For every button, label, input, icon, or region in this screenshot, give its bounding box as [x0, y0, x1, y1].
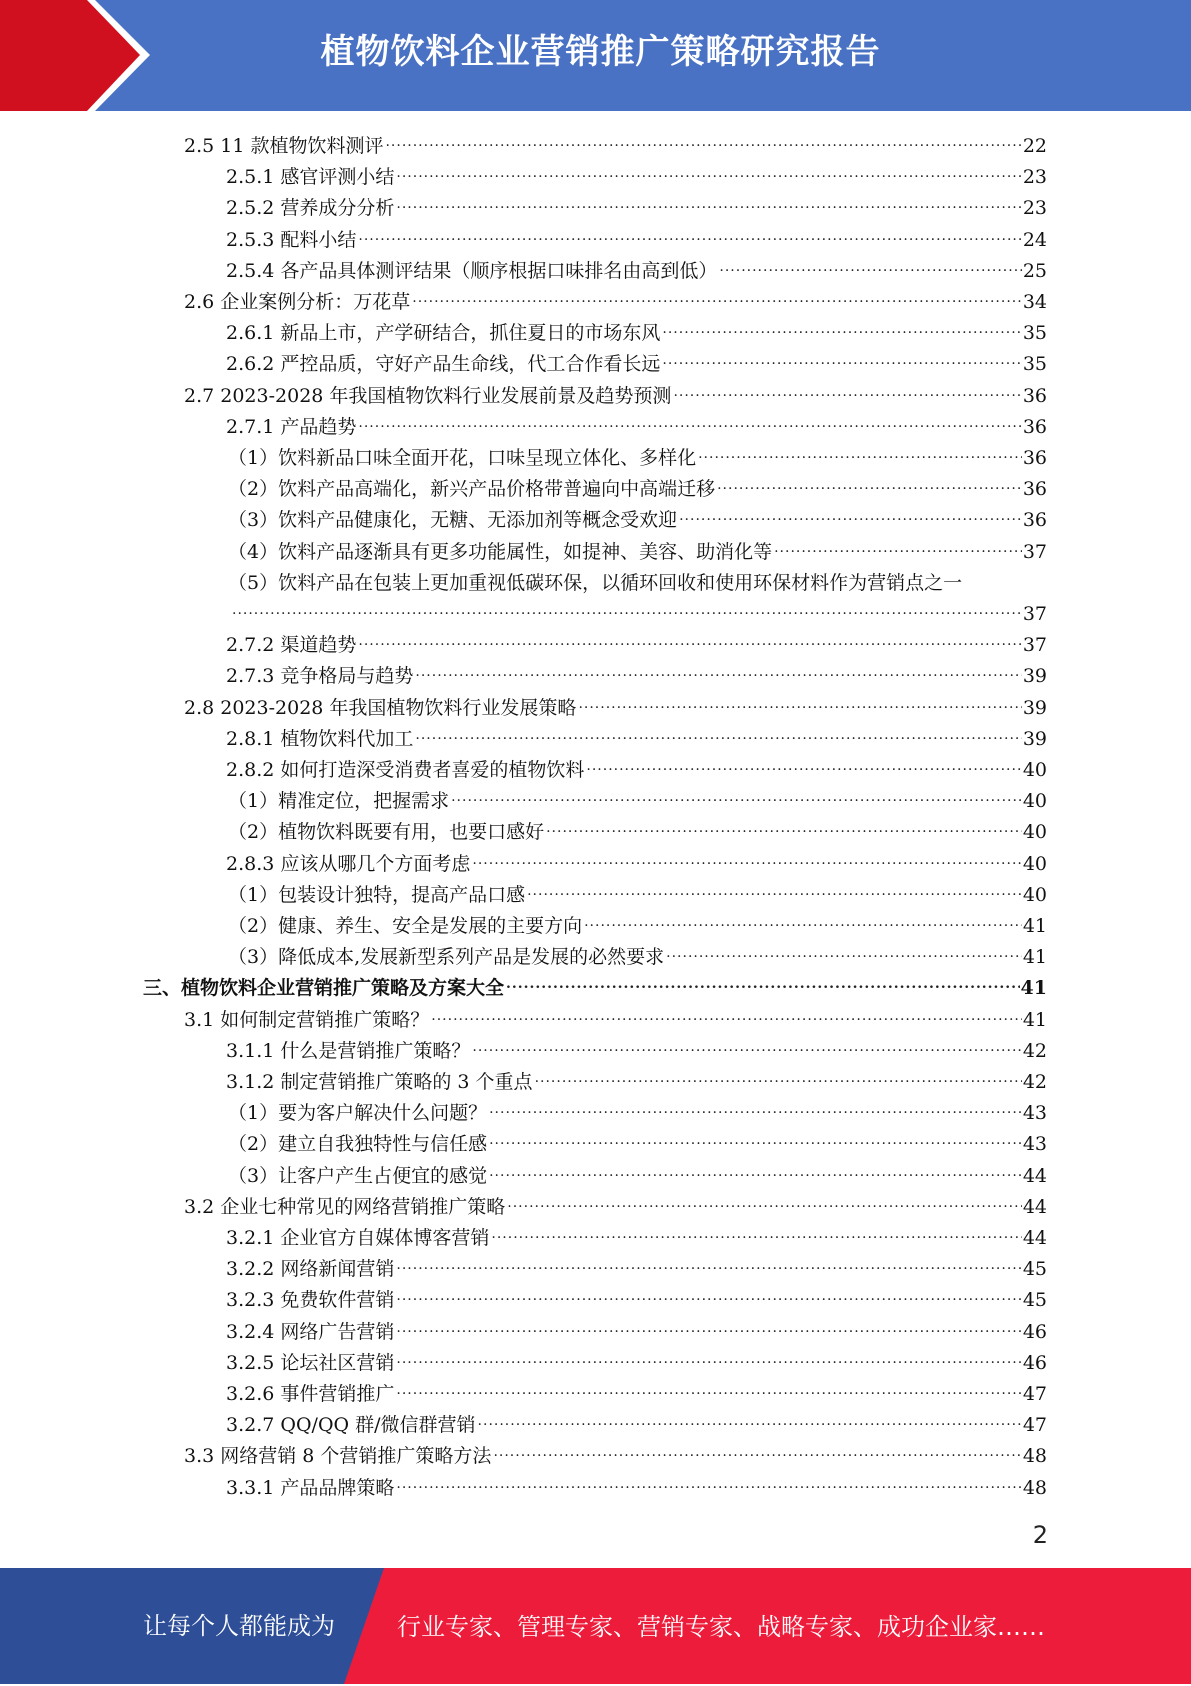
report-title: 植物饮料企业营销推广策略研究报告	[320, 32, 881, 72]
toc-entry-title: 三、植物饮料企业营销推广策略及方案大全	[143, 977, 505, 1000]
toc-entry-page: 40	[1022, 821, 1047, 844]
toc-dot-leader	[546, 816, 1022, 840]
toc-entry[interactable]	[226, 221, 1047, 252]
toc-entry[interactable]	[226, 1344, 1047, 1375]
toc-entry[interactable]	[226, 1313, 1047, 1344]
toc-entry-page: 37	[1022, 634, 1047, 657]
toc-entry-page: 24	[1022, 228, 1047, 251]
toc-entry-title: 3.1.2 制定营销推广策略的 3 个重点	[226, 1071, 533, 1093]
toc-entry[interactable]	[184, 1001, 1047, 1032]
toc-entry-title: 2.8.1 植物饮料代加工	[226, 727, 414, 750]
toc-dot-leader	[507, 1191, 1022, 1215]
toc-entry-page: 45	[1022, 1258, 1047, 1281]
toc-entry[interactable]	[226, 408, 1047, 439]
toc-entry[interactable]	[226, 345, 1047, 376]
toc-dot-leader	[358, 411, 1021, 435]
toc-entry[interactable]	[228, 439, 1047, 470]
toc-entry-page: 36	[1022, 415, 1047, 438]
toc-entry-title: （5）饮料产品在包装上更加重视低碳环保，以循环回收和使用环保材料作为营销点之一	[228, 571, 963, 594]
toc-entry[interactable]	[143, 969, 1047, 1000]
toc-entry[interactable]	[226, 1063, 1047, 1094]
footer-slogan-right: 行业专家、管理专家、营销专家、战略专家、成功企业家……	[397, 1613, 1045, 1641]
toc-entry-page: 37	[1022, 603, 1047, 625]
toc-entry[interactable]	[228, 938, 1047, 969]
toc-entry-page: 23	[1022, 166, 1047, 189]
toc-dot-leader	[358, 629, 1021, 653]
toc-entry-title: （3）让客户产生占便宜的感觉	[228, 1164, 488, 1187]
toc-dot-leader	[396, 161, 1021, 185]
toc-dot-leader	[232, 598, 1022, 622]
toc-dot-leader	[385, 130, 1021, 154]
toc-entry-page: 39	[1022, 727, 1047, 750]
toc-entry[interactable]	[184, 1437, 1047, 1468]
toc-entry[interactable]	[226, 1250, 1047, 1281]
toc-entry-page: 37	[1022, 540, 1047, 563]
toc-entry-page: 36	[1022, 384, 1047, 407]
toc-entry-title: （2）饮料产品高端化，新兴产品价格带普遍向中高端迁移	[228, 478, 716, 501]
toc-entry-page: 41	[1022, 915, 1047, 937]
footer-slogan-left: 让每个人都能成为	[143, 1612, 335, 1640]
page-header	[0, 0, 1191, 111]
toc-entry-page: 40	[1022, 759, 1047, 781]
toc-dot-leader	[535, 1066, 1022, 1090]
toc-dot-leader	[396, 1347, 1021, 1371]
toc-dot-leader	[774, 536, 1022, 560]
toc-entry-title: 2.8 2023-2028 年我国植物饮料行业发展策略	[184, 696, 577, 719]
toc-dot-leader	[673, 380, 1021, 404]
toc-entry[interactable]	[226, 1281, 1047, 1312]
toc-entry-title: 3.2.7 QQ/QQ 群/微信群营销	[226, 1414, 476, 1437]
page-footer	[0, 1568, 1191, 1684]
toc-entry-page: 46	[1022, 1320, 1047, 1343]
toc-entry[interactable]	[226, 657, 1047, 688]
toc-entry-title: 3.2.1 企业官方自媒体博客营销	[226, 1227, 490, 1249]
toc-entry-page: 44	[1022, 1164, 1047, 1187]
toc-entry-title: 2.7.3 竞争格局与趋势	[226, 665, 414, 688]
toc-entry[interactable]	[226, 1469, 1047, 1500]
toc-entry[interactable]	[228, 1125, 1047, 1156]
toc-entry[interactable]	[228, 782, 1047, 813]
toc-entry-page: 47	[1022, 1383, 1047, 1405]
toc-entry[interactable]	[228, 533, 1047, 564]
toc-entry[interactable]	[226, 1406, 1047, 1437]
toc-dot-leader	[451, 785, 1022, 809]
toc-dot-leader	[666, 941, 1022, 965]
toc-entry-page: 22	[1022, 135, 1047, 157]
toc-entry-page: 36	[1022, 447, 1047, 469]
toc-entry-title: （1）饮料新品口味全面开花，口味呈现立体化、多样化	[228, 447, 697, 469]
toc-entry[interactable]	[228, 876, 1047, 907]
toc-dot-leader	[396, 1316, 1021, 1340]
toc-entry-title: 3.2.4 网络广告营销	[226, 1320, 395, 1343]
toc-dot-leader	[431, 1004, 1022, 1028]
toc-dot-leader	[415, 723, 1021, 747]
toc-entry-title: （4）饮料产品逐渐具有更多功能属性，如提神、美容、助消化等	[228, 540, 773, 563]
toc-entry-title: 3.2 企业七种常见的网络营销推广策略	[184, 1195, 506, 1218]
toc-dot-leader	[717, 473, 1022, 497]
toc-dot-leader	[493, 1440, 1021, 1464]
toc-dot-leader	[527, 879, 1022, 903]
toc-entry-page: 43	[1022, 1133, 1047, 1156]
toc-dot-leader	[578, 692, 1021, 716]
toc-dot-leader	[358, 224, 1021, 248]
toc-entry-page: 48	[1022, 1476, 1047, 1499]
toc-entry[interactable]	[226, 158, 1047, 189]
toc-dot-leader	[506, 972, 1020, 996]
toc-dot-leader	[586, 754, 1021, 778]
toc-entry-title: 2.6.1 新品上市，产学研结合，抓住夏日的市场东风	[226, 322, 661, 345]
toc-entry-title: 2.7 2023-2028 年我国植物饮料行业发展前景及趋势预测	[184, 384, 672, 407]
toc-entry-title: （3）饮料产品健康化，无糖、无添加剂等概念受欢迎	[228, 509, 678, 532]
toc-entry[interactable]	[226, 845, 1047, 876]
toc-entry-title: （1）包装设计独特，提高产品口感	[228, 883, 526, 906]
toc-dot-leader	[412, 286, 1022, 310]
toc-entry-title: 2.5.2 营养成分分析	[226, 197, 395, 220]
toc-entry-page: 40	[1022, 790, 1047, 813]
toc-entry-page: 40	[1022, 852, 1047, 875]
toc-entry-page: 41	[1020, 977, 1047, 1000]
toc-entry-title: （1）精准定位，把握需求	[228, 790, 450, 813]
toc-entry-page: 43	[1022, 1102, 1047, 1125]
toc-entry-title: 3.2.6 事件营销推广	[226, 1383, 395, 1405]
toc-dot-leader	[396, 1378, 1021, 1402]
toc-entry[interactable]	[226, 1032, 1047, 1063]
toc-entry[interactable]	[228, 564, 1047, 595]
toc-dot-leader	[396, 1472, 1021, 1496]
toc-entry-page: 39	[1022, 665, 1047, 688]
toc-dot-leader	[472, 1035, 1021, 1059]
toc-entry[interactable]	[228, 813, 1047, 844]
toc-entry-page: 44	[1022, 1227, 1047, 1249]
toc-dot-leader	[472, 848, 1021, 872]
toc-dot-leader	[489, 1128, 1022, 1152]
toc-dot-leader	[491, 1222, 1021, 1246]
toc-dot-leader	[396, 1284, 1021, 1308]
toc-dot-leader	[662, 348, 1021, 372]
toc-entry-title: 2.8.3 应该从哪几个方面考虑	[226, 852, 471, 875]
toc-entry[interactable]	[184, 1188, 1047, 1219]
toc-entry[interactable]	[226, 252, 1047, 283]
toc-dot-leader	[662, 317, 1021, 341]
toc-dot-leader	[584, 910, 1022, 934]
toc-entry-title: 3.3 网络营销 8 个营销推广策略方法	[184, 1445, 492, 1468]
toc-entry-page: 35	[1022, 322, 1047, 345]
toc-entry[interactable]	[226, 720, 1047, 751]
toc-entry-title: 2.6 企业案例分析：万花草	[184, 291, 411, 313]
toc-entry[interactable]	[184, 283, 1047, 314]
toc-entry-page: 40	[1022, 883, 1047, 906]
toc-entry[interactable]	[226, 1219, 1047, 1250]
toc-entry-title: （3）降低成本,发展新型系列产品是发展的必然要求	[228, 946, 665, 969]
toc-entry-page: 36	[1022, 509, 1047, 532]
toc-entry[interactable]	[228, 501, 1047, 532]
toc-dot-leader	[489, 1097, 1022, 1121]
page-number: 2	[1032, 1521, 1048, 1549]
toc-entry[interactable]	[226, 1375, 1047, 1406]
toc-entry-page: 47	[1022, 1414, 1047, 1437]
toc-entry[interactable]	[228, 470, 1047, 501]
toc-entry[interactable]	[184, 127, 1047, 158]
toc-entry-page: 41	[1022, 1008, 1047, 1031]
toc-entry-title: （2）建立自我独特性与信任感	[228, 1133, 488, 1156]
toc-entry-title: 2.5 11 款植物饮料测评	[184, 135, 384, 157]
toc-entry-title: 2.5.4 各产品具体测评结果（顺序根据口味排名由高到低）	[226, 259, 718, 282]
toc-entry-page: 42	[1022, 1071, 1047, 1093]
toc-entry-title: 3.1 如何制定营销推广策略？	[184, 1008, 430, 1031]
toc-dot-leader	[478, 1409, 1022, 1433]
toc-entry-title: 2.8.2 如何打造深受消费者喜爱的植物饮料	[226, 759, 585, 781]
toc-entry[interactable]	[228, 1157, 1047, 1188]
toc-dot-leader	[489, 1160, 1022, 1184]
toc-entry[interactable]	[184, 689, 1047, 720]
toc-entry-title: 2.7.1 产品趋势	[226, 415, 357, 438]
toc-entry-title: （1）要为客户解决什么问题？	[228, 1102, 488, 1125]
toc-entry-page: 35	[1022, 353, 1047, 376]
toc-entry[interactable]	[226, 751, 1047, 782]
toc-entry[interactable]	[228, 1094, 1047, 1125]
toc-entry-page: 25	[1022, 259, 1047, 282]
toc-entry-page: 45	[1022, 1289, 1047, 1312]
toc-entry-page: 39	[1022, 696, 1047, 719]
toc-entry-title: 3.3.1 产品品牌策略	[226, 1476, 395, 1499]
toc-entry[interactable]	[226, 314, 1047, 345]
toc-entry-title: 2.5.3 配料小结	[226, 228, 357, 251]
toc-dot-leader	[415, 660, 1021, 684]
toc-entry-page: 48	[1022, 1445, 1047, 1468]
toc-entry-page: 46	[1022, 1351, 1047, 1374]
toc-entry[interactable]	[184, 377, 1047, 408]
toc-dot-leader	[396, 192, 1021, 216]
toc-entry-title: 2.5.1 感官评测小结	[226, 166, 395, 189]
toc-entry-title: 3.2.2 网络新闻营销	[226, 1258, 395, 1281]
toc-entry-page: 41	[1022, 946, 1047, 969]
toc-dot-leader	[679, 504, 1022, 528]
toc-entry-title: （2）植物饮料既要有用，也要口感好	[228, 821, 545, 844]
toc-entry[interactable]	[228, 907, 1047, 938]
toc-entry-page: 36	[1022, 478, 1047, 501]
toc-entry-title: 2.7.2 渠道趋势	[226, 634, 357, 657]
toc-entry[interactable]	[226, 189, 1047, 220]
toc-entry-page: 34	[1022, 291, 1047, 313]
toc-entry-title: 2.6.2 严控品质，守好产品生命线，代工合作看长远	[226, 353, 661, 376]
toc-entry-title: 3.2.3 免费软件营销	[226, 1289, 395, 1312]
toc-entry[interactable]	[230, 595, 1047, 626]
toc-entry[interactable]	[226, 626, 1047, 657]
toc-dot-leader	[719, 255, 1021, 279]
toc-entry-title: （2）健康、养生、安全是发展的主要方向	[228, 915, 583, 937]
toc-entry-title: 3.2.5 论坛社区营销	[226, 1351, 395, 1374]
toc-dot-leader	[396, 1253, 1021, 1277]
toc-dot-leader	[698, 442, 1022, 466]
toc-entry-page: 42	[1022, 1039, 1047, 1062]
toc-entry-title: 3.1.1 什么是营销推广策略？	[226, 1039, 471, 1062]
toc-entry-page: 23	[1022, 197, 1047, 220]
toc-entry-page: 44	[1022, 1195, 1047, 1218]
